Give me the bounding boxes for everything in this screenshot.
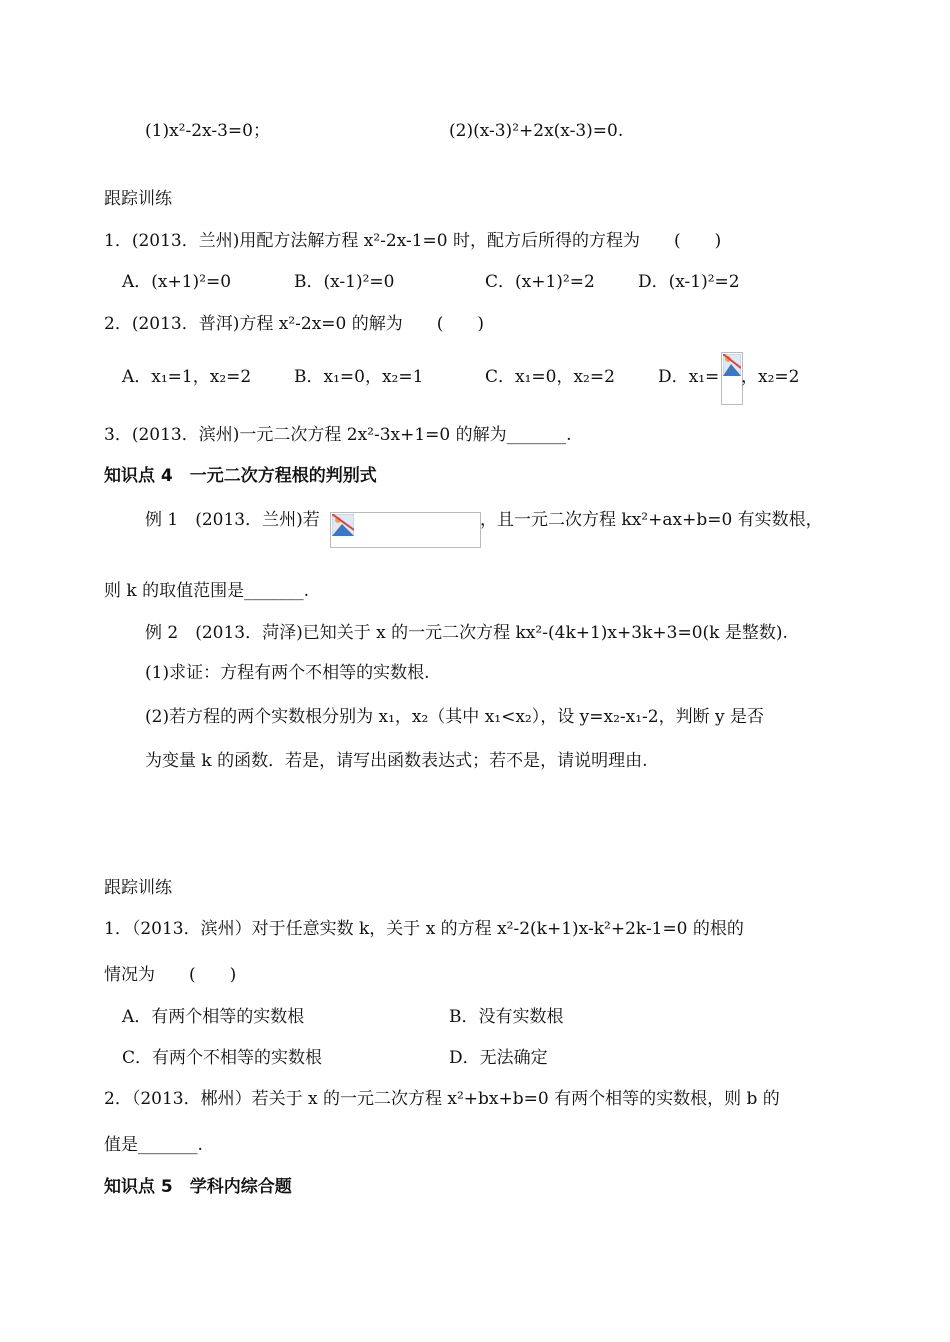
question-stem: 2．(2013．普洱)方程 x²-2x=0 的解为 ( ) <box>104 314 485 334</box>
example-1-text: 则 k 的取值范围是_______. <box>104 581 310 601</box>
equation-1: (1)x²-2x-3=0； <box>145 121 270 141</box>
example-2-part1: (1)求证：方程有两个不相等的实数根. <box>145 663 430 683</box>
option-a: A．(x+1)²=0 <box>122 272 232 292</box>
section-heading: 知识点 5 学科内综合题 <box>104 1177 292 1197</box>
example-1-text: ，且一元二次方程 kx²+ax+b=0 有实数根， <box>480 510 823 530</box>
broken-image-icon <box>721 352 743 405</box>
broken-image-icon <box>330 512 481 548</box>
option-a: A．有两个相等的实数根 <box>122 1007 305 1027</box>
option-b: B．x₁=0，x₂=1 <box>294 367 424 387</box>
example-1-label: 例 1 (2013．兰州)若 <box>145 510 320 530</box>
question-stem: 2．（2013．郴州）若关于 x 的一元二次方程 x²+bx+b=0 有两个相等的实数根，则 b 的 <box>104 1089 780 1109</box>
option-c: C．x₁=0，x₂=2 <box>485 367 615 387</box>
practice-heading: 跟踪训练 <box>104 189 172 209</box>
option-b: B．(x-1)²=0 <box>294 272 395 292</box>
option-c: C．(x+1)²=2 <box>485 272 595 292</box>
question-stem: 1．(2013．兰州)用配方法解方程 x²-2x-1=0 时，配方后所得的方程为 ( ) <box>104 231 722 251</box>
example-2-part2: (2)若方程的两个实数根分别为 x₁，x₂（其中 x₁<x₂），设 y=x₂-x₁-2，判断 y 是否 <box>145 707 765 727</box>
option-d: D．无法确定 <box>449 1048 548 1068</box>
option-c: C．有两个不相等的实数根 <box>122 1048 323 1068</box>
section-heading: 知识点 4 一元二次方程根的判别式 <box>104 466 377 486</box>
option-d-rest: ，x₂=2 <box>741 367 800 387</box>
example-2-stem: 例 2 (2013．菏泽)已知关于 x 的一元二次方程 kx²-(4k+1)x+3k+3=0(k 是整数). <box>145 623 788 643</box>
practice-heading: 跟踪训练 <box>104 878 172 898</box>
question-stem: 情况为 ( ) <box>104 965 237 985</box>
question-stem: 值是_______. <box>104 1135 203 1155</box>
question-stem: 1．（2013．滨州）对于任意实数 k，关于 x 的方程 x²-2(k+1)x-k²+2k-1=0 的根的 <box>104 919 744 939</box>
option-d: D．x₁= <box>658 367 720 387</box>
question-stem: 3．(2013．滨州)一元二次方程 2x²-3x+1=0 的解为_______. <box>104 425 572 445</box>
equation-2: (2)(x-3)²+2x(x-3)=0. <box>449 121 624 141</box>
option-d: D．(x-1)²=2 <box>638 272 740 292</box>
option-b: B．没有实数根 <box>449 1007 564 1027</box>
option-a: A．x₁=1，x₂=2 <box>122 367 252 387</box>
example-2-part2-cont: 为变量 k 的函数．若是，请写出函数表达式；若不是，请说明理由. <box>145 751 648 771</box>
